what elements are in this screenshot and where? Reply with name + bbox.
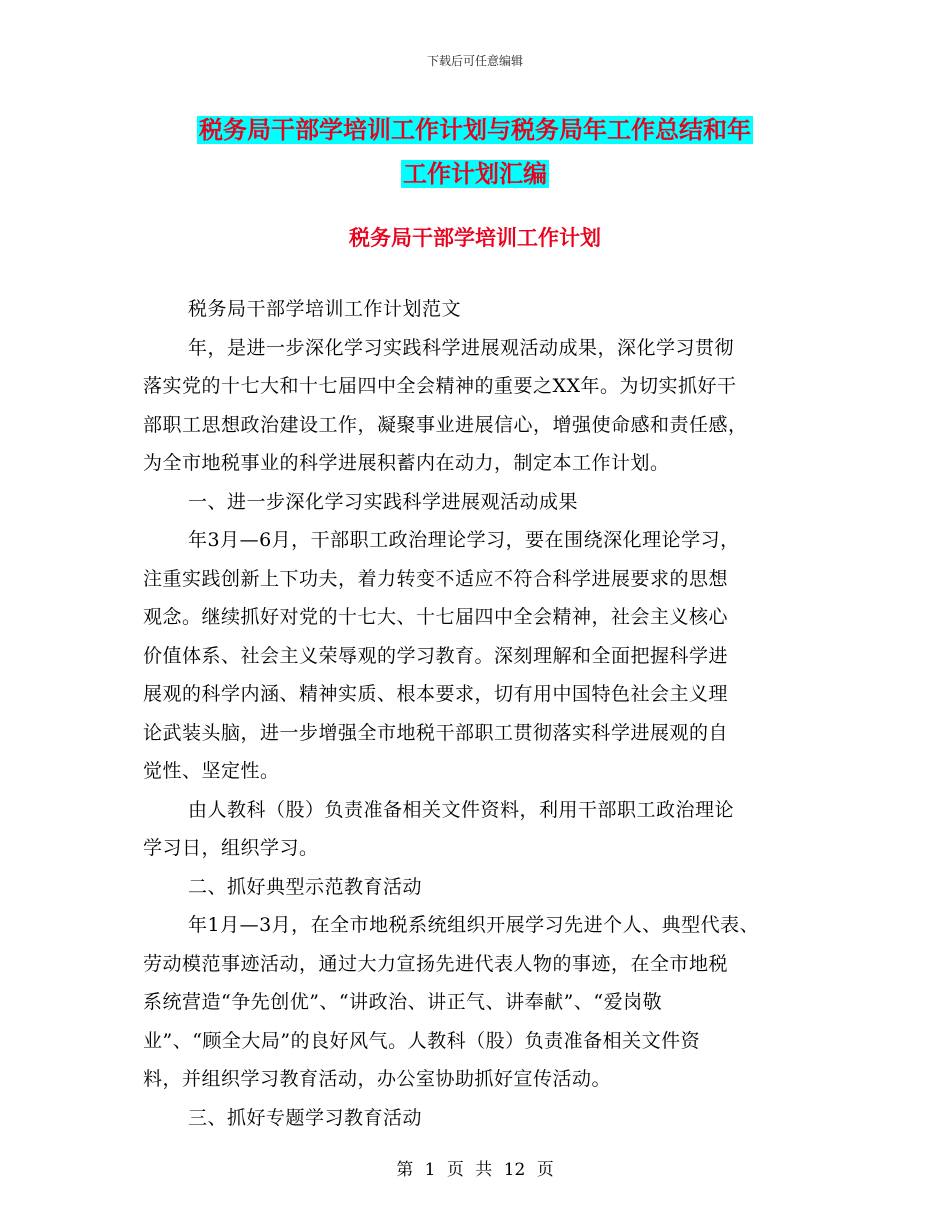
text-line: 部职工思想政治建设工作，凝聚事业进展信心，增强使命感和责任感， xyxy=(143,413,748,436)
text-line: 学习日，组织学习。 xyxy=(143,837,319,859)
text-line: 价值体系、社会主义荣辱观的学习教育。深刻理解和全面把握科学进 xyxy=(143,644,729,667)
text-line: 税务局干部学培训工作计划范文 xyxy=(188,298,462,320)
page-footer: 第 1 页 共 12 页 xyxy=(396,1160,554,1180)
text-line: 论武装头脑，进一步增强全市地税干部职工贯彻落实科学进展观的自 xyxy=(143,721,729,744)
text-line: 落实党的十七大和十七届四中全会精神的重要之XX年。为切实抓好干 xyxy=(143,375,737,397)
text-line: 觉性、坚定性。 xyxy=(143,760,280,782)
title-highlight-2: 工作计划汇编 xyxy=(403,160,547,188)
text-line: 业”、“顾全大局”的良好风气。人教科（股）负责准备相关文件资 xyxy=(143,1029,701,1052)
text-line: 料，并组织学习教育活动，办公室协助抓好宣传活动。 xyxy=(143,1068,612,1090)
text-line: 二、抓好典型示范教育活动 xyxy=(188,875,423,898)
document-body xyxy=(143,290,833,1137)
text-line: 由人教科（股）负责准备相关文件资料，利用干部职工政治理论 xyxy=(188,798,735,821)
document-title-line-2 xyxy=(0,155,950,193)
document-title-line-1 xyxy=(0,111,950,149)
text-line: 劳动模范事迹活动，通过大力宣扬先进代表人物的事迹，在全市地税 xyxy=(143,952,729,975)
text-line: 三、抓好专题学习教育活动 xyxy=(188,1106,423,1129)
text-line: 注重实践创新上下功夫，着力转变不适应不符合科学进展要求的思想 xyxy=(143,567,729,590)
text-line: 年3月—6月，干部职工政治理论学习，要在围绕深化理论学习， xyxy=(188,529,740,551)
text-line: 一、进一步深化学习实践科学进展观活动成果 xyxy=(188,490,579,513)
text-line: 为全市地税事业的科学进展积蓄内在动力，制定本工作计划。 xyxy=(143,452,670,474)
page-header: 下载后可任意编辑 xyxy=(426,54,523,68)
text-line: 年1月—3月，在全市地税系统组织开展学习先进个人、典型代表、 xyxy=(188,914,760,936)
text-line: 年，是进一步深化学习实践科学进展观活动成果，深化学习贯彻 xyxy=(188,336,735,359)
section-title: 税务局干部学培训工作计划 xyxy=(349,226,601,250)
text-line: 展观的科学内涵、精神实质、根本要求，切有用中国特色社会主义理 xyxy=(143,683,729,705)
text-line: 观念。继续抓好对党的十七大、十七届四中全会精神，社会主义核心 xyxy=(143,606,729,628)
title-highlight-1: 税务局干部学培训工作计划与税务局年工作总结和年 xyxy=(199,116,751,144)
text-line: 系统营造“争先创优”、“讲政治、讲正气、讲奉献”、“爱岗敬 xyxy=(143,991,663,1013)
